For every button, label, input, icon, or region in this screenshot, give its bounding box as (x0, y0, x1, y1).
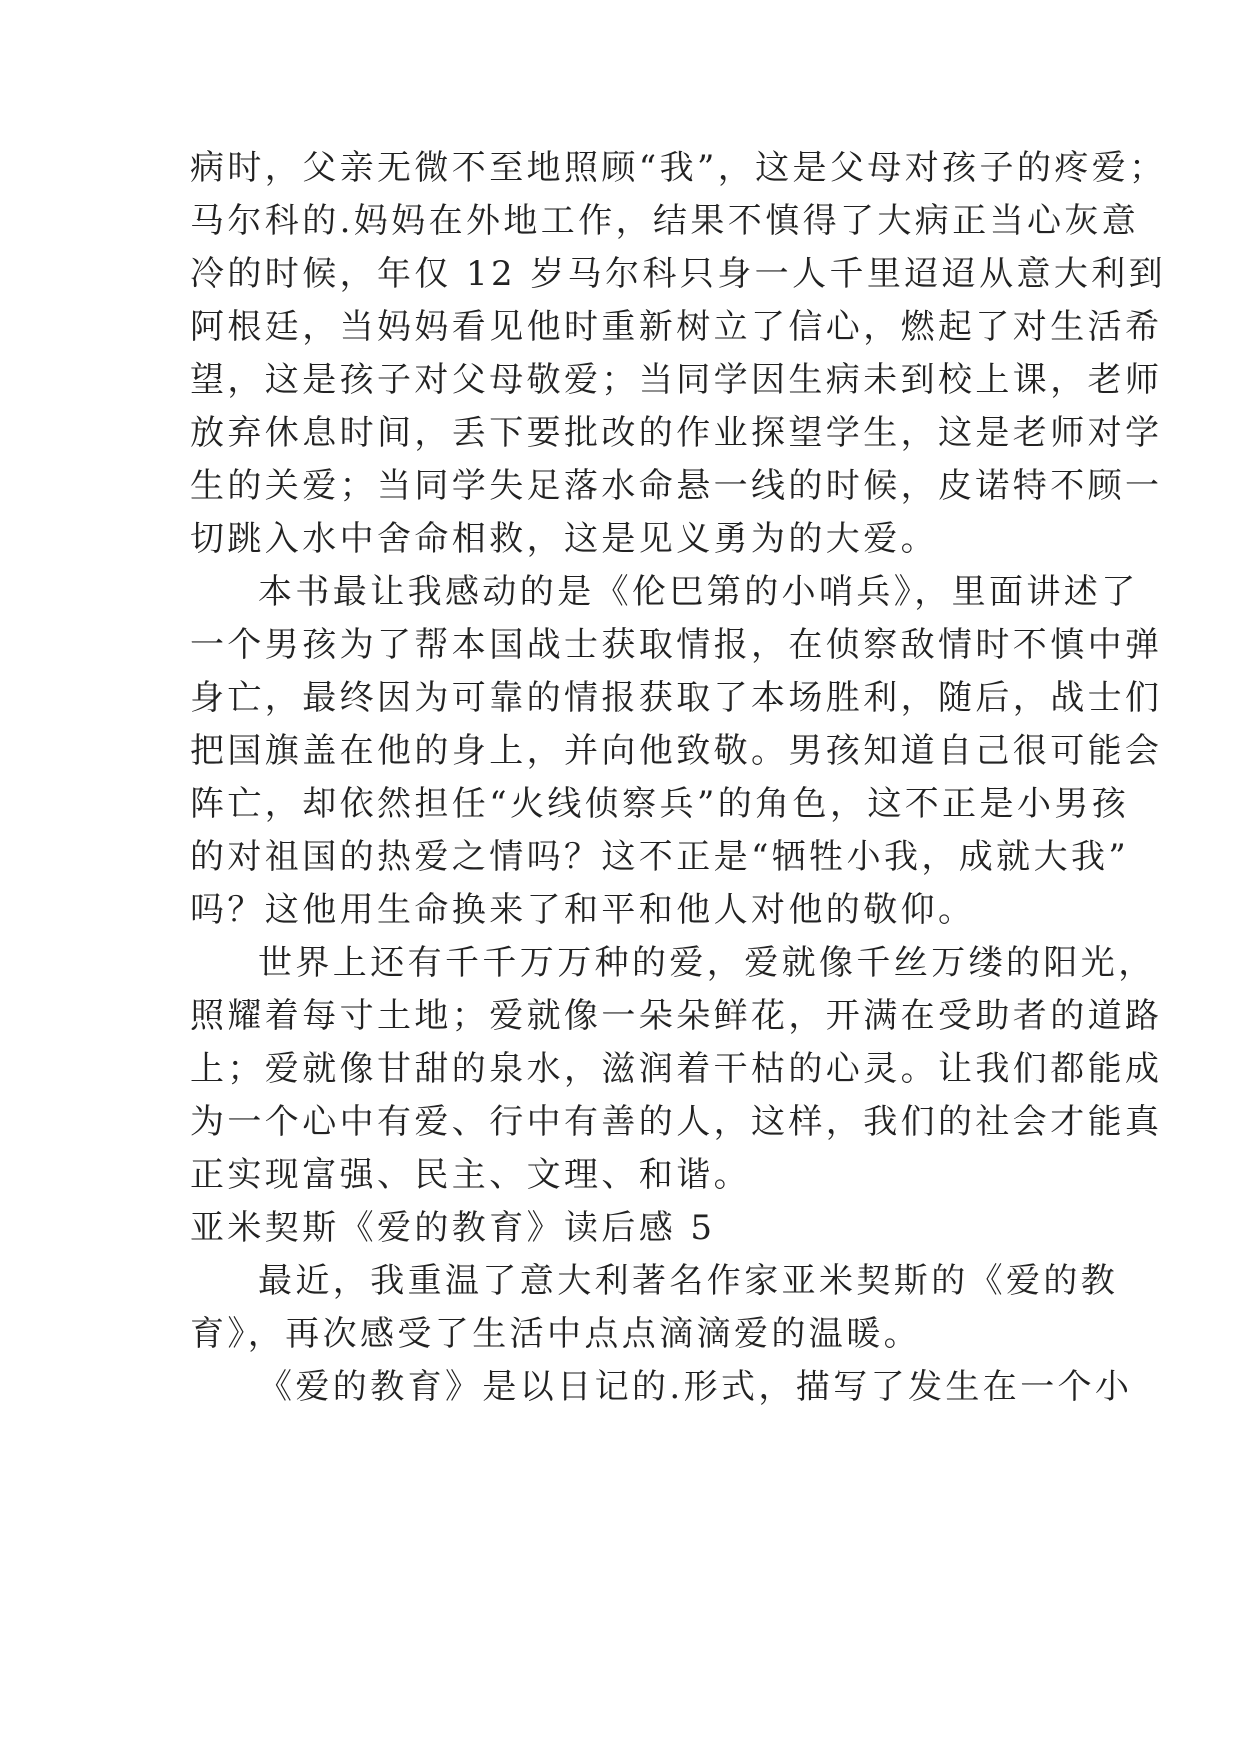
text-line: 切跳入水中舍命相救，这是见义勇为的大爱。 (190, 519, 938, 559)
text-line: 最近，我重温了意大利著名作家亚米契斯的《爱的教 (258, 1261, 1119, 1301)
text-line: 的对祖国的热爱之情吗？这不正是“牺牲小我，成就大我” (190, 837, 1130, 877)
section-heading: 亚米契斯《爱的教育》读后感 5 (190, 1208, 716, 1248)
text-line: 身亡，最终因为可靠的情报获取了本场胜利，随后，战士们 (190, 678, 1163, 718)
text-line: 吗？这他用生命换来了和平和他人对他的敬仰。 (190, 890, 976, 930)
text-line: 上；爱就像甘甜的泉水，滋润着干枯的心灵。让我们都能成 (190, 1049, 1163, 1089)
text-line: 世界上还有千千万万种的爱，爱就像千丝万缕的阳光， (258, 943, 1156, 983)
text-line: 冷的时候，年仅 12 岁马尔科只身一人千里迢迢从意大利到 (190, 254, 1167, 294)
text-line: 育》，再次感受了生活中点点滴滴爱的温暖。 (190, 1314, 921, 1354)
text-line: 马尔科的.妈妈在外地工作，结果不慎得了大病正当心灰意 (190, 201, 1140, 241)
text-line: 阵亡，却依然担任“火线侦察兵”的角色，这不正是小男孩 (190, 784, 1130, 824)
text-line: 放弃休息时间，丢下要批改的作业探望学生，这是老师对学 (190, 413, 1163, 453)
text-line: 把国旗盖在他的身上，并向他致敬。男孩知道自己很可能会 (190, 731, 1163, 771)
text-line: 本书最让我感动的是《伦巴第的小哨兵》，里面讲述了 (258, 572, 1139, 612)
text-line: 病时，父亲无微不至地照顾“我”，这是父母对孩子的疼爱； (190, 148, 1167, 188)
text-line: 阿根廷，当妈妈看见他时重新树立了信心，燃起了对生活希 (190, 307, 1163, 347)
text-line: 生的关爱；当同学失足落水命悬一线的时候，皮诺特不顾一 (190, 466, 1163, 506)
text-line: 望，这是孩子对父母敬爱；当同学因生病未到校上课，老师 (190, 360, 1163, 400)
text-line: 正实现富强、民主、文理、和谐。 (190, 1155, 751, 1195)
text-line: 照耀着每寸土地；爱就像一朵朵鲜花，开满在受助者的道路 (190, 996, 1163, 1036)
text-line: 为一个心中有爱、行中有善的人，这样，我们的社会才能真 (190, 1102, 1163, 1142)
text-line: 一个男孩为了帮本国战士获取情报，在侦察敌情时不慎中弹 (190, 625, 1163, 665)
text-line: 《爱的教育》是以日记的.形式，描写了发生在一个小 (258, 1367, 1133, 1407)
